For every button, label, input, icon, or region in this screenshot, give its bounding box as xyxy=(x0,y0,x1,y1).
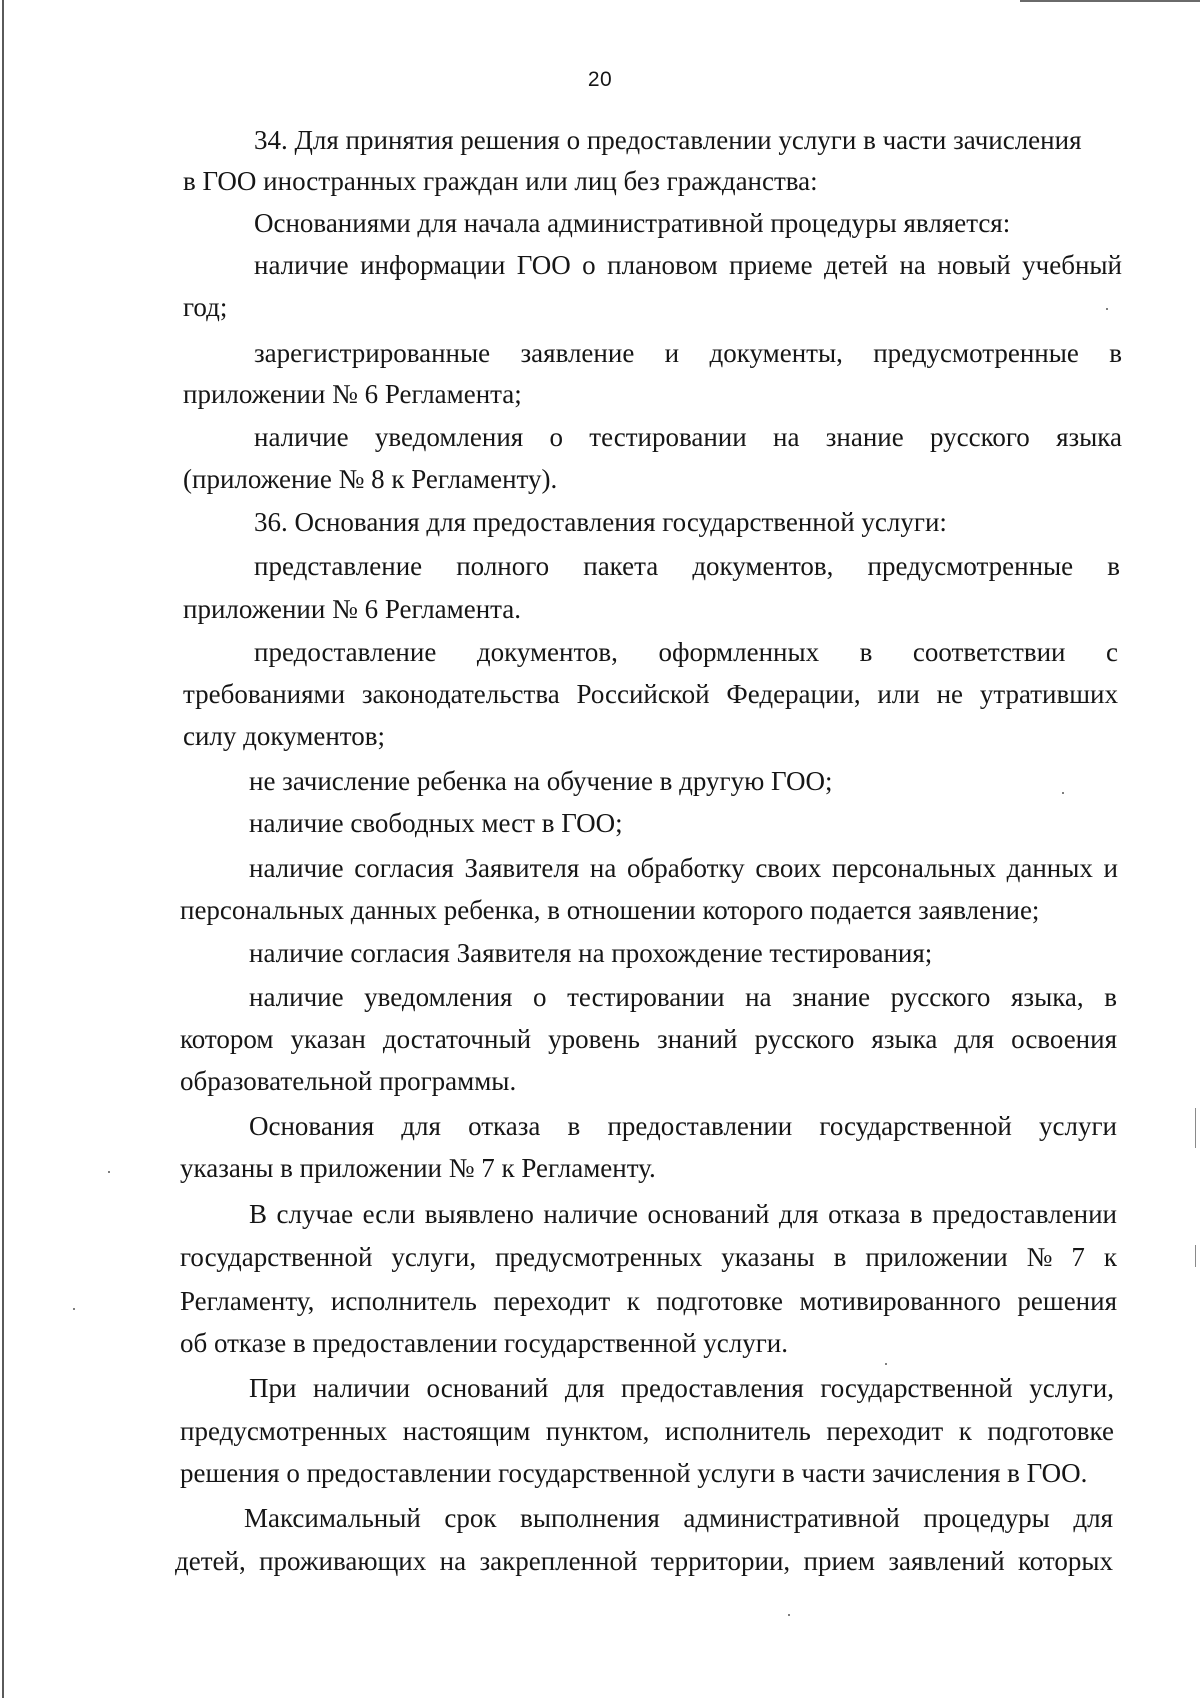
text-line: персональных данных ребенка, в отношении которого подается заявление; xyxy=(180,895,1040,925)
text-line: указаны в приложении № 7 к Регламенту. xyxy=(180,1153,656,1183)
scan-speck xyxy=(108,1171,110,1173)
scan-speck xyxy=(885,1363,887,1365)
text-line: наличие согласия Заявителя на прохождение тестирования; xyxy=(249,938,933,968)
scan-speck xyxy=(1062,792,1064,794)
text-line: требованиями законодательства Российской Федерации, или не утративших xyxy=(183,679,1118,709)
text-line: предусмотренных настоящим пунктом, исполнитель переходит к подготовке xyxy=(180,1416,1114,1446)
text-line: в ГОО иностранных граждан или лиц без гражданства: xyxy=(183,166,818,196)
text-line: В случае если выявлено наличие оснований для отказа в предоставлении xyxy=(249,1199,1117,1229)
text-line: Основания для отказа в предоставлении государственной услуги xyxy=(249,1111,1117,1141)
scan-top-edge xyxy=(1020,0,1200,2)
text-line: год; xyxy=(183,292,228,322)
text-line: предоставление документов, оформленных в соответствии с xyxy=(254,637,1118,667)
text-line: силу документов; xyxy=(183,721,385,751)
text-line: решения о предоставлении государственной услуги в части зачисления в ГОО. xyxy=(180,1458,1088,1488)
text-line: представление полного пакета документов, предусмотренные в xyxy=(254,551,1120,581)
text-line: образовательной программы. xyxy=(180,1066,517,1096)
text-line: 36. Основания для предоставления государственной услуги: xyxy=(254,507,947,537)
text-line: зарегистрированные заявление и документы, предусмотренные в xyxy=(254,338,1122,368)
text-line: наличие информации ГОО о плановом приеме детей на новый учебный xyxy=(254,250,1122,280)
scan-left-edge xyxy=(2,0,4,1698)
scan-right-edge xyxy=(1195,1108,1196,1148)
text-line: не зачисление ребенка на обучение в другую ГОО; xyxy=(249,766,833,796)
page-number: 20 xyxy=(587,68,613,91)
text-line: наличие свободных мест в ГОО; xyxy=(249,808,623,838)
text-line: 34. Для принятия решения о предоставлении услуги в части зачисления xyxy=(254,125,1082,155)
text-line: наличие уведомления о тестировании на знание русского языка, в xyxy=(249,982,1117,1012)
scan-right-edge xyxy=(1195,1245,1196,1267)
text-line: Максимальный срок выполнения административной процедуры для xyxy=(244,1503,1113,1533)
text-line: Основаниями для начала административной процедуры является: xyxy=(254,208,1011,238)
text-line: приложении № 6 Регламента; xyxy=(183,379,522,409)
text-line: государственной услуги, предусмотренных указаны в приложении № 7 к xyxy=(180,1242,1117,1272)
text-line: При наличии оснований для предоставления государственной услуги, xyxy=(249,1373,1114,1403)
text-line: наличие согласия Заявителя на обработку своих персональных данных и xyxy=(249,853,1118,883)
text-line: детей, проживающих на закрепленной территории, прием заявлений которых xyxy=(175,1546,1113,1576)
scan-speck xyxy=(73,1308,75,1310)
text-line: (приложение № 8 к Регламенту). xyxy=(183,464,558,494)
text-line: Регламенту, исполнитель переходит к подготовке мотивированного решения xyxy=(180,1286,1117,1316)
text-line: об отказе в предоставлении государственной услуги. xyxy=(180,1328,788,1358)
scan-speck xyxy=(1106,308,1108,310)
scan-speck xyxy=(788,1614,790,1616)
text-line: наличие уведомления о тестировании на знание русского языка xyxy=(254,422,1122,452)
text-line: приложении № 6 Регламента. xyxy=(183,594,522,624)
text-line: котором указан достаточный уровень знаний русского языка для освоения xyxy=(180,1024,1117,1054)
